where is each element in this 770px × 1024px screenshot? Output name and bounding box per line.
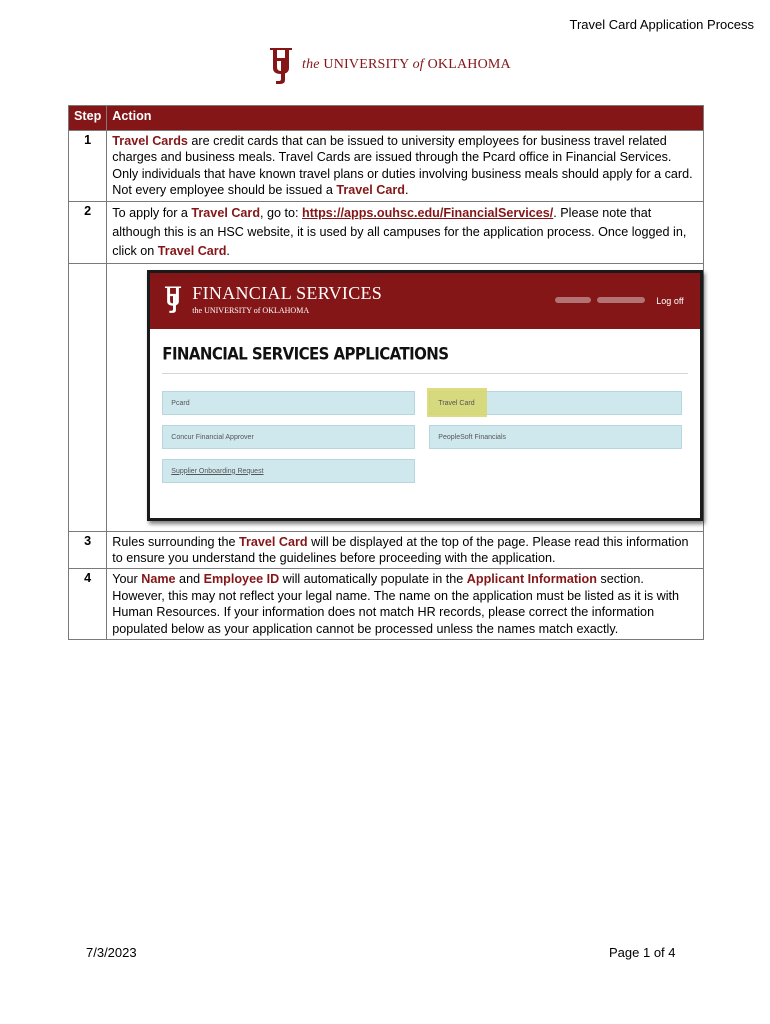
heading-divider bbox=[162, 373, 688, 374]
footer-page-number: Page 1 of 4 bbox=[609, 945, 676, 960]
table-row bbox=[69, 201, 704, 263]
footer-date: 7/3/2023 bbox=[86, 945, 137, 960]
step-action: To apply for a Travel Card, go to: https://apps.ouhsc.edu/FinancialServices/. Please note that although this is an HSC website, it is used by all campuses for the application process. Once logged in, click on Travel Card. bbox=[107, 201, 704, 263]
university-wordmark: the UNIVERSITY of OKLAHOMA bbox=[302, 57, 511, 72]
supplier-onboarding-tile[interactable]: Supplier Onboarding Request bbox=[162, 459, 415, 483]
financial-services-link[interactable]: https://apps.ouhsc.edu/FinancialServices/ bbox=[302, 205, 554, 220]
financial-services-screenshot bbox=[147, 270, 703, 521]
travel-card-tile[interactable]: Travel Card bbox=[429, 391, 682, 415]
screenshot-cell bbox=[107, 263, 704, 531]
step-number: 3 bbox=[69, 531, 107, 569]
applications-heading: FINANCIAL SERVICES APPLICATIONS bbox=[162, 343, 449, 364]
logoff-link[interactable]: Log off bbox=[656, 295, 684, 306]
action-column-header: Action bbox=[107, 106, 704, 131]
step-number: 2 bbox=[69, 201, 107, 263]
step-column-header: Step bbox=[69, 106, 107, 131]
blurred-user-name bbox=[555, 297, 591, 303]
step-number: 1 bbox=[69, 131, 107, 202]
table-row bbox=[69, 531, 704, 569]
table-row bbox=[69, 569, 704, 640]
table-row bbox=[69, 263, 704, 531]
step-action: Your Name and Employee ID will automatically populate in the Applicant Information section. However, this may not reflect your legal name. The name on the application must be listed as it is with Human Resources. If your information does not match HR records, please correct the information populated below as your application cannot be processed unless the names match exactly. bbox=[107, 569, 704, 640]
ou-logo-icon bbox=[266, 44, 296, 86]
step-number-empty bbox=[69, 263, 107, 531]
table-row bbox=[69, 131, 704, 202]
screenshot-header-bar bbox=[150, 273, 700, 329]
ou-logo-icon bbox=[162, 283, 184, 315]
brand-subtitle: the UNIVERSITY of OKLAHOMA bbox=[192, 305, 310, 315]
step-number: 4 bbox=[69, 569, 107, 640]
document-title: Travel Card Application Process bbox=[569, 17, 754, 32]
peoplesoft-tile[interactable]: PeopleSoft Financials bbox=[429, 425, 682, 449]
step-action: Travel Cards are credit cards that can be issued to university employees for business travel related charges and business meals. Travel Cards are issued through the Pcard office in Financial Services. Only individuals that have known travel plans or duties involving business meals should apply for a card. Not every employee should be issued a Travel Card. bbox=[107, 131, 704, 202]
blurred-user-id bbox=[597, 297, 645, 303]
table-header-row bbox=[69, 106, 704, 131]
step-action: Rules surrounding the Travel Card will be displayed at the top of the page. Please read this information to ensure you understand the guidelines before proceeding with the application. bbox=[107, 531, 704, 569]
university-logo bbox=[266, 44, 511, 86]
steps-table bbox=[68, 105, 704, 640]
concur-approver-tile[interactable]: Concur Financial Approver bbox=[162, 425, 415, 449]
pcard-tile[interactable]: Pcard bbox=[162, 391, 415, 415]
brand-title: FINANCIAL SERVICES bbox=[192, 282, 383, 303]
